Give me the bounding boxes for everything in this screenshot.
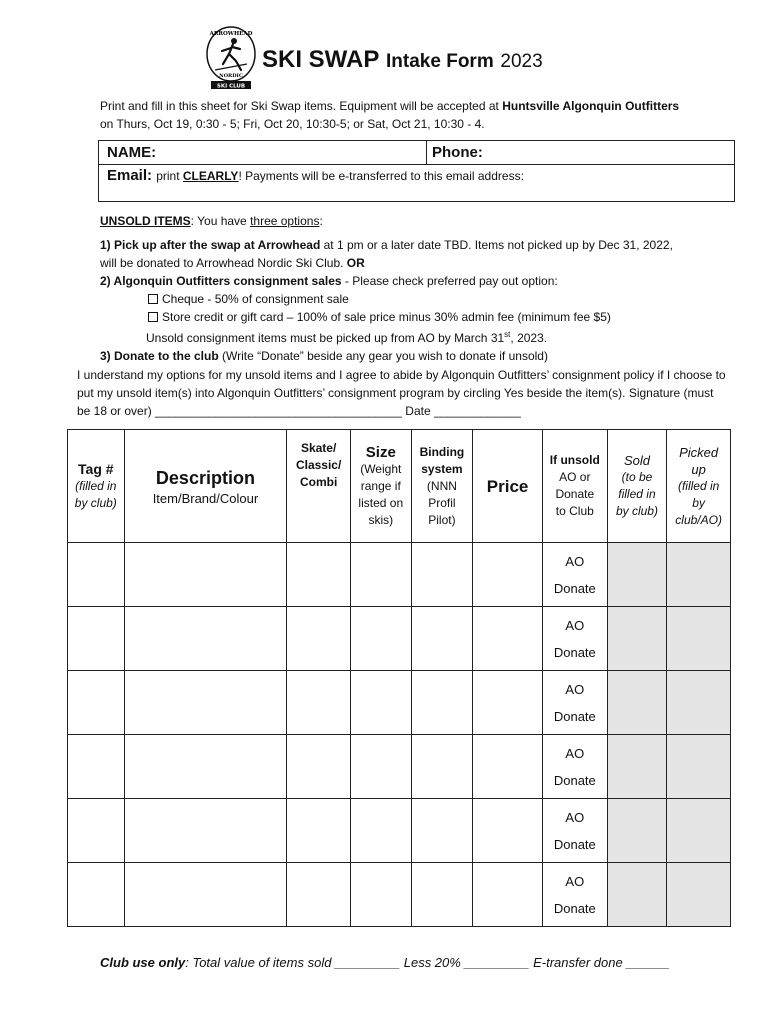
cheque-option[interactable] [100, 290, 740, 308]
email-note-bold: CLEARLY [182, 169, 239, 183]
club-logo [205, 24, 257, 90]
option-1-line2-text: will be donated to Arrowhead Nordic Ski Club. [100, 256, 347, 270]
picked-up-cell[interactable] [667, 735, 731, 799]
title-year: 2023 [500, 51, 543, 72]
ao-option[interactable]: AO [565, 681, 585, 697]
phone-field[interactable]: Phone: [432, 144, 483, 161]
binding-title: Binding system [419, 444, 465, 476]
agreement-text: I understand my options for my unsold items and I agree to abide by Algonquin Outfitters’ consignment policy if I choose to put my unsold item(s) into Algonquin Outfitters’ consignment program by circling Yes beside the item(s). Signature (must be 18 or over) _____________________________________ Date _____________ [77, 368, 726, 418]
tag-cell[interactable] [68, 735, 125, 799]
col-size [350, 430, 411, 543]
unsold-choice-cell[interactable] [542, 607, 607, 671]
donate-option[interactable]: Donate [553, 644, 596, 660]
sold-cell[interactable] [607, 863, 667, 927]
binding-sub: (NNN Profil Pilot) [426, 478, 457, 527]
intro-text [100, 97, 740, 133]
price-cell[interactable] [473, 671, 543, 735]
size-cell[interactable] [350, 735, 411, 799]
logo-bottom-text: SKI CLUB [216, 83, 246, 90]
size-cell[interactable] [350, 671, 411, 735]
price-cell[interactable] [473, 735, 543, 799]
unsold-heading [100, 212, 740, 230]
price-cell[interactable] [473, 799, 543, 863]
ao-option[interactable]: AO [565, 809, 585, 825]
consignment-note-end: , 2023. [510, 331, 548, 345]
sold-cell[interactable] [607, 671, 667, 735]
option-2-text: - Please check preferred pay out option: [341, 274, 558, 288]
items-body [68, 543, 731, 927]
option-2-title: 2) Algonquin Outfitters consignment sales [100, 274, 342, 288]
table-row [68, 735, 731, 799]
email-note-end: ! Payments will be e-transferred to this email address: [238, 169, 524, 183]
tag-sub: (filled in by club) [74, 478, 117, 510]
description-cell[interactable] [124, 863, 287, 927]
skate-cell[interactable] [287, 799, 351, 863]
description-cell[interactable] [124, 543, 287, 607]
ao-option[interactable]: AO [565, 873, 585, 889]
logo-mid-text: NORDIC [219, 73, 243, 79]
unsold-items-section [100, 212, 740, 365]
option-3-title: 3) Donate to the club [100, 349, 219, 363]
picked-up-cell[interactable] [667, 671, 731, 735]
unsold-title: If unsold [549, 453, 600, 467]
tag-cell[interactable] [68, 671, 125, 735]
unsold-heading-options: three options [250, 214, 320, 228]
desc-title: Description [155, 467, 255, 488]
email-label: Email: [107, 167, 153, 184]
table-row [68, 607, 731, 671]
consignment-note-sup: st [504, 330, 511, 339]
binding-cell[interactable] [411, 671, 473, 735]
unsold-choice-cell[interactable] [542, 863, 607, 927]
sold-title: Sold [623, 453, 650, 468]
tag-cell[interactable] [68, 543, 125, 607]
donate-option[interactable]: Donate [553, 580, 596, 596]
picked-title: Picked up [679, 444, 719, 477]
picked-up-cell[interactable] [667, 799, 731, 863]
price-title: Price [486, 476, 529, 496]
tag-cell[interactable] [68, 607, 125, 671]
email-note-start: print [156, 169, 183, 183]
sold-cell[interactable] [607, 799, 667, 863]
col-unsold [542, 430, 607, 543]
col-skate [287, 430, 351, 543]
unsold-choice-cell[interactable] [542, 799, 607, 863]
desc-sub: Item/Brand/Colour [152, 490, 259, 506]
binding-cell[interactable] [411, 799, 473, 863]
option-1 [100, 236, 740, 254]
skate-cell[interactable] [287, 607, 351, 671]
name-phone-row [99, 141, 734, 165]
option-2 [100, 272, 740, 290]
name-field[interactable]: NAME: [107, 144, 157, 161]
sold-cell[interactable] [607, 735, 667, 799]
intro-dates: on Thurs, Oct 19, 0:30 - 5; Fri, Oct 20, 10:30-5; or Sat, Oct 21, 10:30 - 4. [100, 117, 485, 131]
footer-text: : Total value of items sold _________ Less 20% _________ E-transfer done ______ [185, 955, 670, 970]
table-header-row [68, 430, 731, 543]
description-cell[interactable] [124, 735, 287, 799]
skier-logo-icon [205, 24, 257, 90]
description-cell[interactable] [124, 607, 287, 671]
email-note [156, 169, 524, 183]
option-1-or: OR [346, 256, 365, 270]
option-1-title: 1) Pick up after the swap at Arrowhead [100, 238, 321, 252]
club-use-footer [100, 955, 740, 970]
option-3-text: (Write “Donate” beside any gear you wish to donate if unsold) [218, 349, 548, 363]
sold-cell[interactable] [607, 543, 667, 607]
checkbox-cheque[interactable] [148, 294, 158, 304]
option-1-line2 [100, 254, 740, 272]
binding-cell[interactable] [411, 735, 473, 799]
col-picked-up [667, 430, 731, 543]
col-description [124, 430, 287, 543]
unsold-choice-cell[interactable] [542, 735, 607, 799]
size-sub: (Weight range if listed on skis) [358, 461, 404, 527]
title-sub: Intake Form [386, 51, 494, 72]
consignment-note-text: Unsold consignment items must be picked up from AO by March 31 [146, 331, 505, 345]
description-cell[interactable] [124, 799, 287, 863]
ao-option[interactable]: AO [565, 745, 585, 761]
skate-title: Skate/ Classic/ Combi [295, 441, 342, 489]
store-credit-option[interactable] [100, 308, 740, 326]
unsold-sub: AO or Donate to Club [555, 470, 595, 518]
ao-option[interactable]: AO [565, 553, 585, 569]
skate-cell[interactable] [287, 863, 351, 927]
description-cell[interactable] [124, 671, 287, 735]
unsold-heading-colon: : [319, 214, 323, 228]
size-title: Size [365, 443, 396, 461]
table-row [68, 671, 731, 735]
binding-cell[interactable] [411, 607, 473, 671]
option-3 [100, 347, 740, 365]
picked-up-cell[interactable] [667, 543, 731, 607]
ao-option[interactable]: AO [565, 617, 585, 633]
intro-line1: Print and fill in this sheet for Ski Swap items. Equipment will be accepted at [100, 99, 503, 113]
form-title [262, 46, 543, 74]
picked-up-cell[interactable] [667, 607, 731, 671]
consignment-note [100, 326, 740, 347]
price-cell[interactable] [473, 863, 543, 927]
donate-option[interactable]: Donate [553, 772, 596, 788]
sold-sub: (to be filled in by club) [615, 470, 658, 518]
logo-top-text: ARROWHEAD [209, 31, 253, 37]
picked-up-cell[interactable] [667, 863, 731, 927]
footer-label: Club use only [100, 955, 186, 970]
donate-option[interactable]: Donate [553, 708, 596, 724]
table-row [68, 799, 731, 863]
unsold-choice-cell[interactable] [542, 543, 607, 607]
items-table [67, 429, 731, 927]
table-row [68, 543, 731, 607]
checkbox-store-credit[interactable] [148, 312, 158, 322]
skate-cell[interactable] [287, 735, 351, 799]
unsold-heading-label: UNSOLD ITEMS [100, 214, 191, 228]
tag-title: Tag # [78, 460, 114, 477]
binding-cell[interactable] [411, 543, 473, 607]
size-cell[interactable] [350, 543, 411, 607]
size-cell[interactable] [350, 863, 411, 927]
binding-cell[interactable] [411, 863, 473, 927]
store-credit-label: Store credit or gift card – 100% of sale price minus 30% admin fee (minimum fee $5) [162, 310, 611, 324]
unsold-choice-cell[interactable] [542, 671, 607, 735]
picked-sub: (filled in by club/AO) [675, 478, 722, 527]
option-1-text: at 1 pm or a later date TBD. Items not picked up by Dec 31, 2022, [320, 238, 673, 252]
col-price [473, 430, 543, 543]
price-cell[interactable] [473, 607, 543, 671]
contact-box [98, 140, 735, 202]
tag-cell[interactable] [68, 799, 125, 863]
cheque-label: Cheque - 50% of consignment sale [162, 292, 349, 306]
divider [426, 141, 427, 165]
col-tag [68, 430, 125, 543]
col-binding [411, 430, 473, 543]
unsold-heading-text: : You have [190, 214, 251, 228]
skate-cell[interactable] [287, 543, 351, 607]
table-row [68, 863, 731, 927]
donate-option[interactable]: Donate [553, 836, 596, 852]
donate-option[interactable]: Donate [553, 900, 596, 916]
size-cell[interactable] [350, 799, 411, 863]
intro-location: Huntsville Algonquin Outfitters [502, 99, 680, 113]
tag-cell[interactable] [68, 863, 125, 927]
skate-cell[interactable] [287, 671, 351, 735]
price-cell[interactable] [473, 543, 543, 607]
email-field[interactable] [107, 167, 524, 184]
size-cell[interactable] [350, 607, 411, 671]
col-sold [607, 430, 667, 543]
title-main: SKI SWAP [262, 46, 380, 73]
sold-cell[interactable] [607, 607, 667, 671]
